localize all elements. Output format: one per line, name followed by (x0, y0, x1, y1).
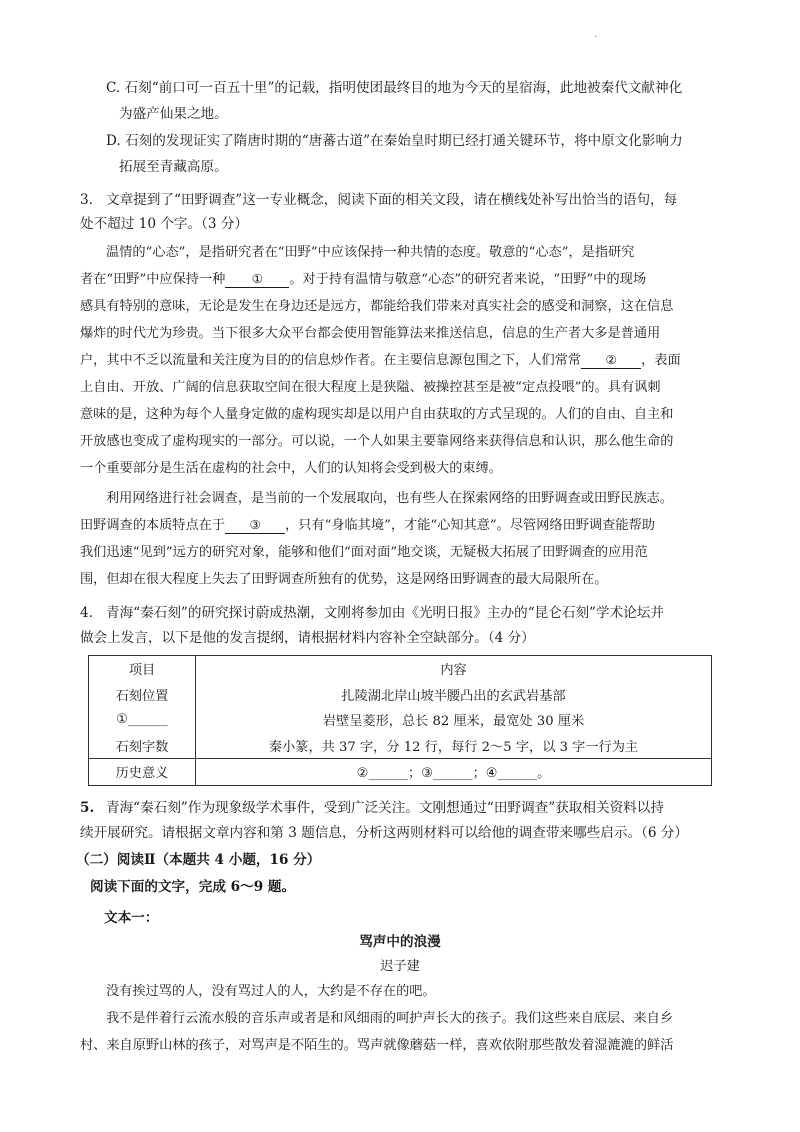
table-row (89, 682, 712, 708)
q5-prompt-line2: 续开展研究。请根据文章内容和第 3 题信息，分析这两则材料可以给他的调查带来哪些启示。（6 分） (80, 825, 688, 841)
row-item: ①______ (89, 707, 196, 733)
q3-p1-line9: 一个重要部分是生活在虚构的社会中，人们的认知将会受到极大的束缚。 (80, 461, 502, 476)
table-row (89, 759, 712, 786)
q3-prompt-line2: 处不超过 10 个字。（3 分） (80, 216, 249, 232)
q3-p2-line4: 围，但却在很大程度上失去了田野调查所独有的优势，这是网络田野调查的最大局限所在。 (80, 572, 608, 587)
q3-p1-line6: 上自由、开放、广阔的信息获取空间在很大程度上是狭隘、被操控甚至是被“定点投喂”的。具有讽刺 (80, 380, 661, 395)
q3-p1-line5: 户，其中不乏以流量和关注度为目的的信息炒作者。在主要信息源包围之下，人们常常 ② ，表面 (80, 352, 681, 368)
q4-prompt-line1: 青海“秦石刻”的研究探讨蔚成热潮，文刚将参加由《光明日报》主办的“昆仑石刻”学术论坛并 (106, 605, 664, 621)
q3-p1-line4: 爆炸的时代尤为珍贵。当下很多大众平台都会使用智能算法来推送信息，信息的生产者大多是普通用 (80, 326, 661, 341)
q3-p1-line3: 感具有特别的意味，无论是发生在身边还是远方，都能给我们带来对真实社会的感受和洞察，这在信息 (80, 299, 674, 314)
article-author: 迟子建 (380, 959, 420, 974)
option-d-line2: 拓展至青藏高原。 (119, 159, 228, 175)
article-title: 骂声中的浪漫 (359, 934, 441, 950)
q5-prompt-line1: 青海“秦石刻”作为现象级学术事件，受到广泛关注。文刚想通过“田野调查”获取相关资料以持 (106, 800, 664, 816)
header-item: 项目 (89, 656, 196, 682)
table-row (89, 733, 712, 759)
article-para1: 没有挨过骂的人，没有骂过人的人，大约是不存在的吧。 (106, 984, 436, 999)
article-para2-line2: 村、来自原野山林的孩子，对骂声是不陌生的。骂声就像蘑菇一样，喜欢依附那些散发着湿漉漉的鲜活 (80, 1038, 674, 1053)
blank-1: ① (225, 271, 289, 288)
q3-p2-line1: 利用网络进行社会调查，是当前的一个发展取向，也有些人在探索网络的田野调查或田野民族志。 (106, 491, 674, 506)
q3-p2-line3: 我们迅速“见到”远方的研究对象，能够和他们“面对面”地交谈，无疑极大拓展了田野调查的应用范 (80, 545, 648, 560)
row-item: 石刻位置 (89, 682, 196, 708)
row-content: ②______；③______；④______。 (196, 759, 712, 786)
header-content: 内容 (196, 656, 712, 682)
section2-heading: （二）阅读Ⅱ（本题共 4 小题，16 分） (76, 852, 321, 868)
q3-p1-line8: 开放感也变成了虚构现实的一部分。可以说，一个人如果主要靠网络来获得信息和认识，那么他生命的 (80, 434, 674, 449)
article-para2-line1: 我不是伴着行云流水般的音乐声或者是和风细雨的呵护声长大的孩子。我们这些来自底层、来自乡 (106, 1011, 674, 1026)
blank-2: ② (581, 352, 641, 369)
table-row (89, 707, 712, 733)
q3-number: 3. (80, 192, 93, 208)
blank-3: ③ (225, 517, 285, 534)
top-mark: · (594, 32, 598, 43)
option-c-line2: 为盛产仙果之地。 (119, 106, 228, 122)
row-content: 秦小篆，共 37 字，分 12 行，每行 2～5 字，以 3 字一行为主 (196, 733, 712, 759)
speech-outline-table (88, 655, 712, 786)
row-item: 石刻字数 (89, 733, 196, 759)
row-content: 扎陵湖北岸山坡半腰凸出的玄武岩基部 (196, 682, 712, 708)
q3-p1-line7: 意味的是，这种为每个人量身定做的虚构现实却是以用户自由获取的方式呈现的。人们的自由、自主和 (80, 407, 674, 422)
text-label: 文本一： (104, 910, 159, 926)
q3-p1-line1: 温情的“心态”，是指研究者在“田野”中应该保持一种共情的态度。敬意的“心态”，是指研究 (106, 245, 635, 260)
table-header-row (89, 656, 712, 682)
q3-prompt-line1: 文章提到了“田野调查”这一专业概念，阅读下面的相关文段，请在横线处补写出恰当的语句，每 (106, 192, 678, 208)
row-item: 历史意义 (89, 759, 196, 786)
section2-instruction: 阅读下面的文字，完成 6～9 题。 (90, 879, 296, 895)
q4-number: 4. (80, 605, 93, 621)
row-content: 岩壁呈菱形，总长 82 厘米，最宽处 30 厘米 (196, 707, 712, 733)
q3-p2-line2: 田野调查的本质特点在于 ③ ，只有“身临其境”，才能“心知其意”。尽管网络田野调查能帮助 (80, 517, 655, 533)
option-d-line1: D. 石刻的发现证实了隋唐时期的“唐蕃古道”在秦始皇时期已经打通关键环节，将中原文化影响力 (106, 133, 683, 149)
option-c-line1: C. 石刻“前口可一百五十里”的记载，指明使团最终目的地为今天的星宿海，此地被秦代文献神化 (106, 80, 683, 96)
q5-number: 5. (80, 800, 95, 816)
q4-prompt-line2: 做会上发言，以下是他的发言提纲，请根据材料内容补全空缺部分。（4 分） (80, 630, 535, 646)
q3-p1-line2: 者在“田野”中应保持一种 ① 。对于持有温情与敬意“心态”的研究者来说，“田野”中的现场 (80, 271, 647, 287)
